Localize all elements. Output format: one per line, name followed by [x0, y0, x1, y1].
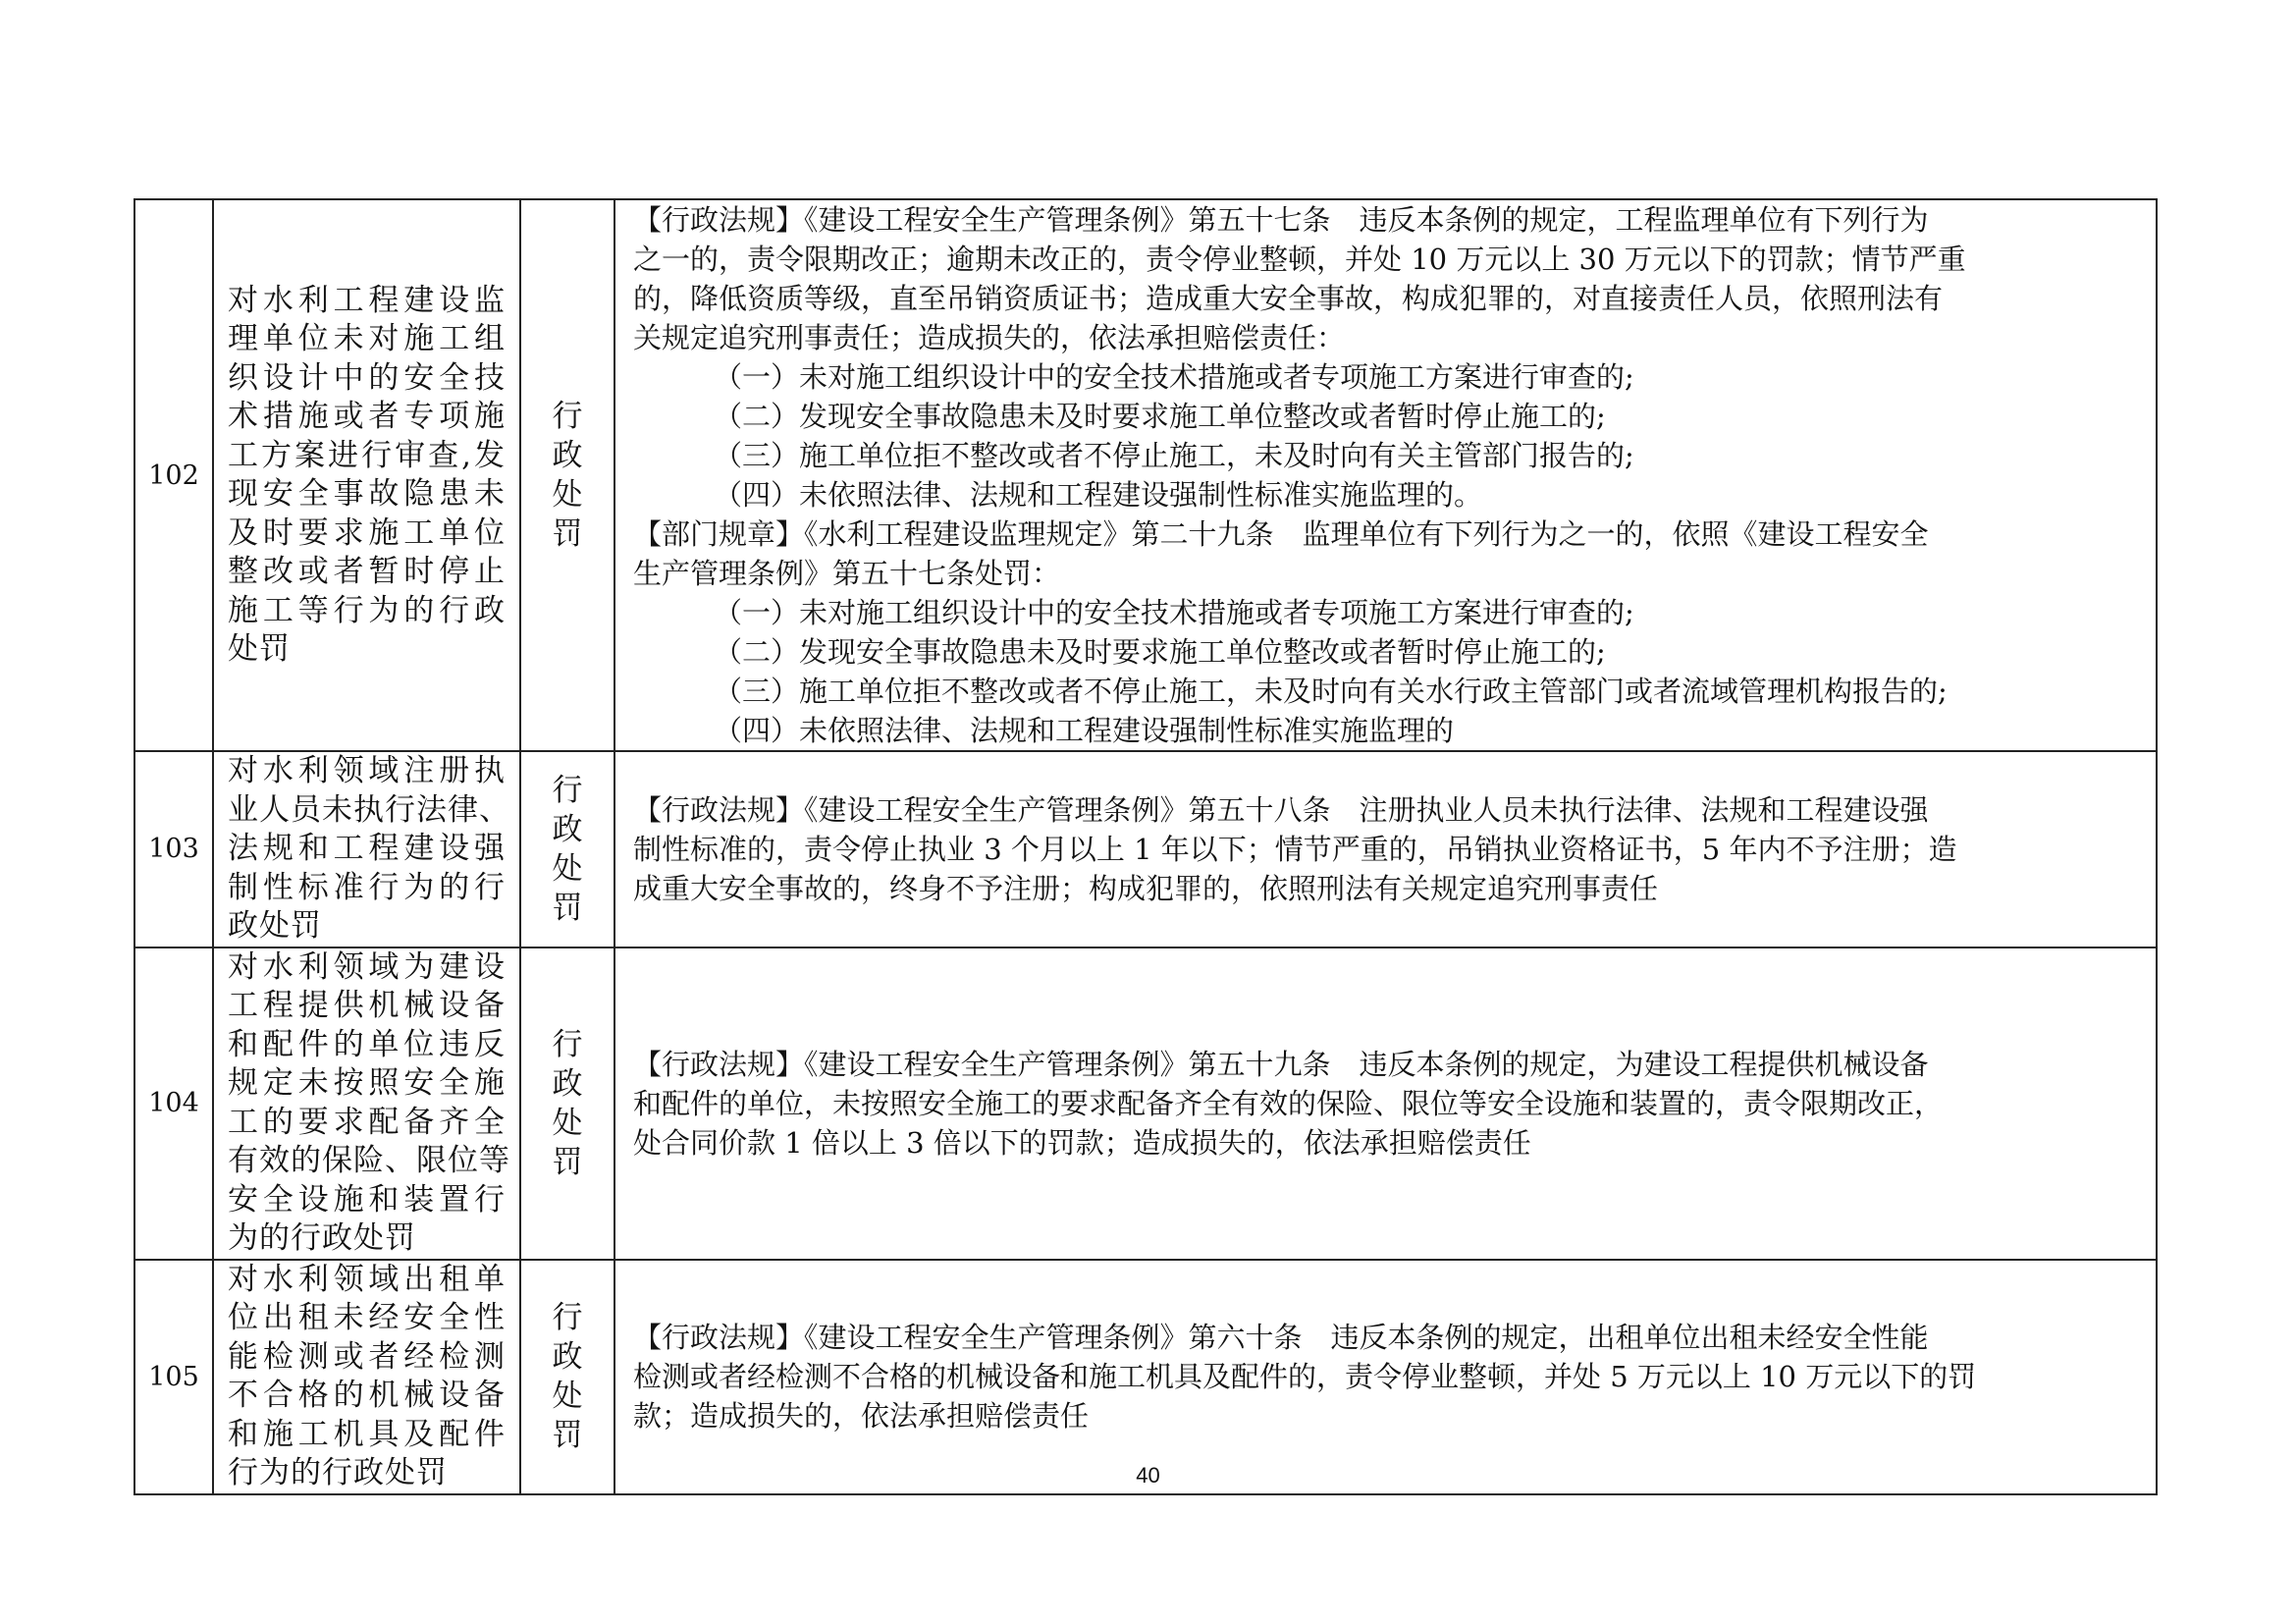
legal-basis-line: 处合同价款 1 倍以上 3 倍以下的罚款；造成损失的，依法承担赔偿责任	[633, 1125, 1531, 1160]
penalty-item-line: 整改或者暂时停止	[228, 554, 506, 589]
penalty-type-cell	[520, 1260, 614, 1494]
penalty-item-line: 和施工机具及配件	[228, 1416, 506, 1452]
penalty-type-char: 政	[552, 1065, 583, 1102]
penalty-type-char: 处	[552, 1105, 583, 1141]
penalty-item-line: 行为的行政处罚	[228, 1455, 448, 1490]
legal-basis-line: 的，降低资质等级，直至吊销资质证书；造成重大安全事故，构成犯罪的，对直接责任人员，依照刑法有	[633, 282, 1944, 315]
penalty-type-char: 政	[552, 1339, 583, 1375]
penalty-item-line: 现安全事故隐患未	[228, 476, 506, 512]
penalty-item-line: 工的要求配备齐全	[228, 1104, 506, 1140]
penalty-type-char: 行	[552, 1300, 583, 1335]
penalty-type-char: 罚	[552, 1418, 583, 1453]
penalty-item-cell	[213, 1260, 520, 1494]
penalty-type-char: 罚	[552, 890, 583, 926]
legal-basis-line: 关规定追究刑事责任；造成损失的，依法承担赔偿责任：	[633, 321, 1346, 354]
table-row	[134, 751, 2157, 947]
penalty-type-cell	[520, 751, 614, 947]
penalty-type-char: 行	[552, 399, 583, 434]
penalty-type-char: 罚	[552, 1144, 583, 1180]
page-number: 40	[1136, 1463, 1160, 1488]
legal-basis-line: 成重大安全事故的，终身不予注册；构成犯罪的，依照刑法有关规定追究刑事责任	[633, 871, 1659, 905]
penalty-type-char: 政	[552, 811, 583, 847]
penalty-item-line: 规定未按照安全施	[228, 1065, 506, 1101]
legal-basis-line: 检测或者经检测不合格的机械设备和施工机具及配件的，责令停业整顿，并处 5 万元以上 10 万元以下的罚	[633, 1360, 1977, 1393]
penalty-item-cell	[213, 199, 520, 751]
penalty-item-line: 对水利工程建设监	[228, 282, 506, 318]
penalty-item-cell	[213, 947, 520, 1260]
penalty-item-line: 及时要求施工单位	[228, 514, 506, 551]
legal-basis-cell	[614, 751, 2157, 947]
legal-basis-line: （四）未依照法律、法规和工程建设强制性标准实施监理的	[714, 714, 1455, 747]
row-number: 103	[134, 751, 213, 947]
penalty-type-char: 行	[552, 772, 583, 808]
penalty-type-cell	[520, 199, 614, 751]
table-row	[134, 199, 2157, 751]
legal-basis-line: 和配件的单位，未按照安全施工的要求配备齐全有效的保险、限位等安全设施和装置的，责令限期改正，	[633, 1086, 1944, 1120]
legal-basis-cell	[614, 947, 2157, 1260]
penalty-type-char: 政	[552, 438, 583, 473]
legal-basis-line: （二）发现安全事故隐患未及时要求施工单位整改或者暂时停止施工的;	[714, 635, 1606, 669]
penalty-item-line: 业人员未执行法律、	[228, 791, 510, 828]
legal-basis-line: 制性标准的，责令停止执业 3 个月以上 1 年以下；情节严重的，吊销执业资格证书，5 年内不予注册；造	[633, 832, 1957, 866]
legal-basis-cell	[614, 1260, 2157, 1494]
penalty-item-line: 为的行政处罚	[228, 1220, 416, 1256]
legal-basis-cell	[614, 199, 2157, 751]
penalty-item-line: 对水利领域出租单	[228, 1261, 506, 1297]
penalty-item-line: 制性标准行为的行	[228, 869, 506, 905]
row-number: 102	[134, 199, 213, 751]
penalty-table	[133, 198, 2158, 1495]
penalty-item-line: 对水利领域为建设	[228, 948, 506, 985]
legal-basis-line: 生产管理条例》第五十七条处罚：	[633, 557, 1061, 590]
row-number: 105	[134, 1260, 213, 1494]
legal-basis-line: 【行政法规】《建设工程安全生产管理条例》第六十条 违反本条例的规定，出租单位出租未经安全性能	[633, 1321, 1929, 1354]
legal-basis-line: （一）未对施工组织设计中的安全技术措施或者专项施工方案进行审查的;	[714, 596, 1634, 629]
penalty-type-char: 罚	[552, 516, 583, 552]
penalty-item-line: 法规和工程建设强	[228, 831, 506, 866]
penalty-item-line: 不合格的机械设备	[228, 1378, 506, 1413]
row-number: 104	[134, 947, 213, 1260]
penalty-item-line: 施工等行为的行政	[228, 592, 506, 628]
legal-basis-line: 【行政法规】《建设工程安全生产管理条例》第五十七条 违反本条例的规定，工程监理单位有下列行为	[633, 203, 1929, 237]
legal-basis-line: 【行政法规】《建设工程安全生产管理条例》第五十八条 注册执业人员未执行法律、法规和工程建设强	[633, 792, 1929, 827]
penalty-item-line: 对水利领域注册执	[228, 753, 506, 788]
legal-basis-line: （一）未对施工组织设计中的安全技术措施或者专项施工方案进行审查的;	[714, 360, 1634, 394]
penalty-item-line: 工程提供机械设备	[228, 988, 506, 1023]
legal-basis-line: （二）发现安全事故隐患未及时要求施工单位整改或者暂时停止施工的;	[714, 400, 1606, 433]
legal-basis-line: 款；造成损失的，依法承担赔偿责任	[633, 1399, 1090, 1433]
penalty-item-line: 安全设施和装置行	[228, 1181, 506, 1218]
penalty-item-line: 工方案进行审查,发	[228, 437, 506, 473]
penalty-item-line: 政处罚	[228, 908, 322, 944]
penalty-item-line: 有效的保险、限位等	[228, 1143, 510, 1178]
penalty-item-line: 术措施或者专项施	[228, 399, 506, 434]
legal-basis-line: （三）施工单位拒不整改或者不停止施工，未及时向有关水行政主管部门或者流域管理机构报告的;	[714, 675, 1948, 708]
penalty-item-line: 能检测或者经检测	[228, 1338, 506, 1375]
penalty-item-line: 织设计中的安全技	[228, 359, 506, 396]
legal-basis-line: 【行政法规】《建设工程安全生产管理条例》第五十九条 违反本条例的规定，为建设工程提供机械设备	[633, 1047, 1929, 1081]
penalty-type-char: 行	[552, 1026, 583, 1062]
penalty-item-line: 和配件的单位违反	[228, 1026, 506, 1062]
legal-basis-line: 【部门规章】《水利工程建设监理规定》第二十九条 监理单位有下列行为之一的，依照《建设工程安全	[633, 517, 1929, 551]
legal-basis-line: （四）未依照法律、法规和工程建设强制性标准实施监理的。	[714, 478, 1483, 512]
table-row	[134, 947, 2157, 1260]
penalty-item-line: 处罚	[228, 631, 291, 667]
legal-basis-line: （三）施工单位拒不整改或者不停止施工，未及时向有关主管部门报告的;	[714, 439, 1634, 472]
penalty-type-char: 处	[552, 477, 583, 513]
legal-basis-line: 之一的，责令限期改正；逾期未改正的，责令停业整顿，并处 10 万元以上 30 万元以下的罚款；情节严重	[633, 243, 1966, 276]
penalty-table-body	[134, 199, 2157, 1494]
penalty-type-char: 处	[552, 1379, 583, 1414]
penalty-item-line: 理单位未对施工组	[228, 321, 506, 356]
penalty-item-cell	[213, 751, 520, 947]
penalty-type-char: 处	[552, 850, 583, 887]
table-row	[134, 1260, 2157, 1494]
penalty-type-cell	[520, 947, 614, 1260]
penalty-item-line: 位出租未经安全性	[228, 1300, 506, 1335]
